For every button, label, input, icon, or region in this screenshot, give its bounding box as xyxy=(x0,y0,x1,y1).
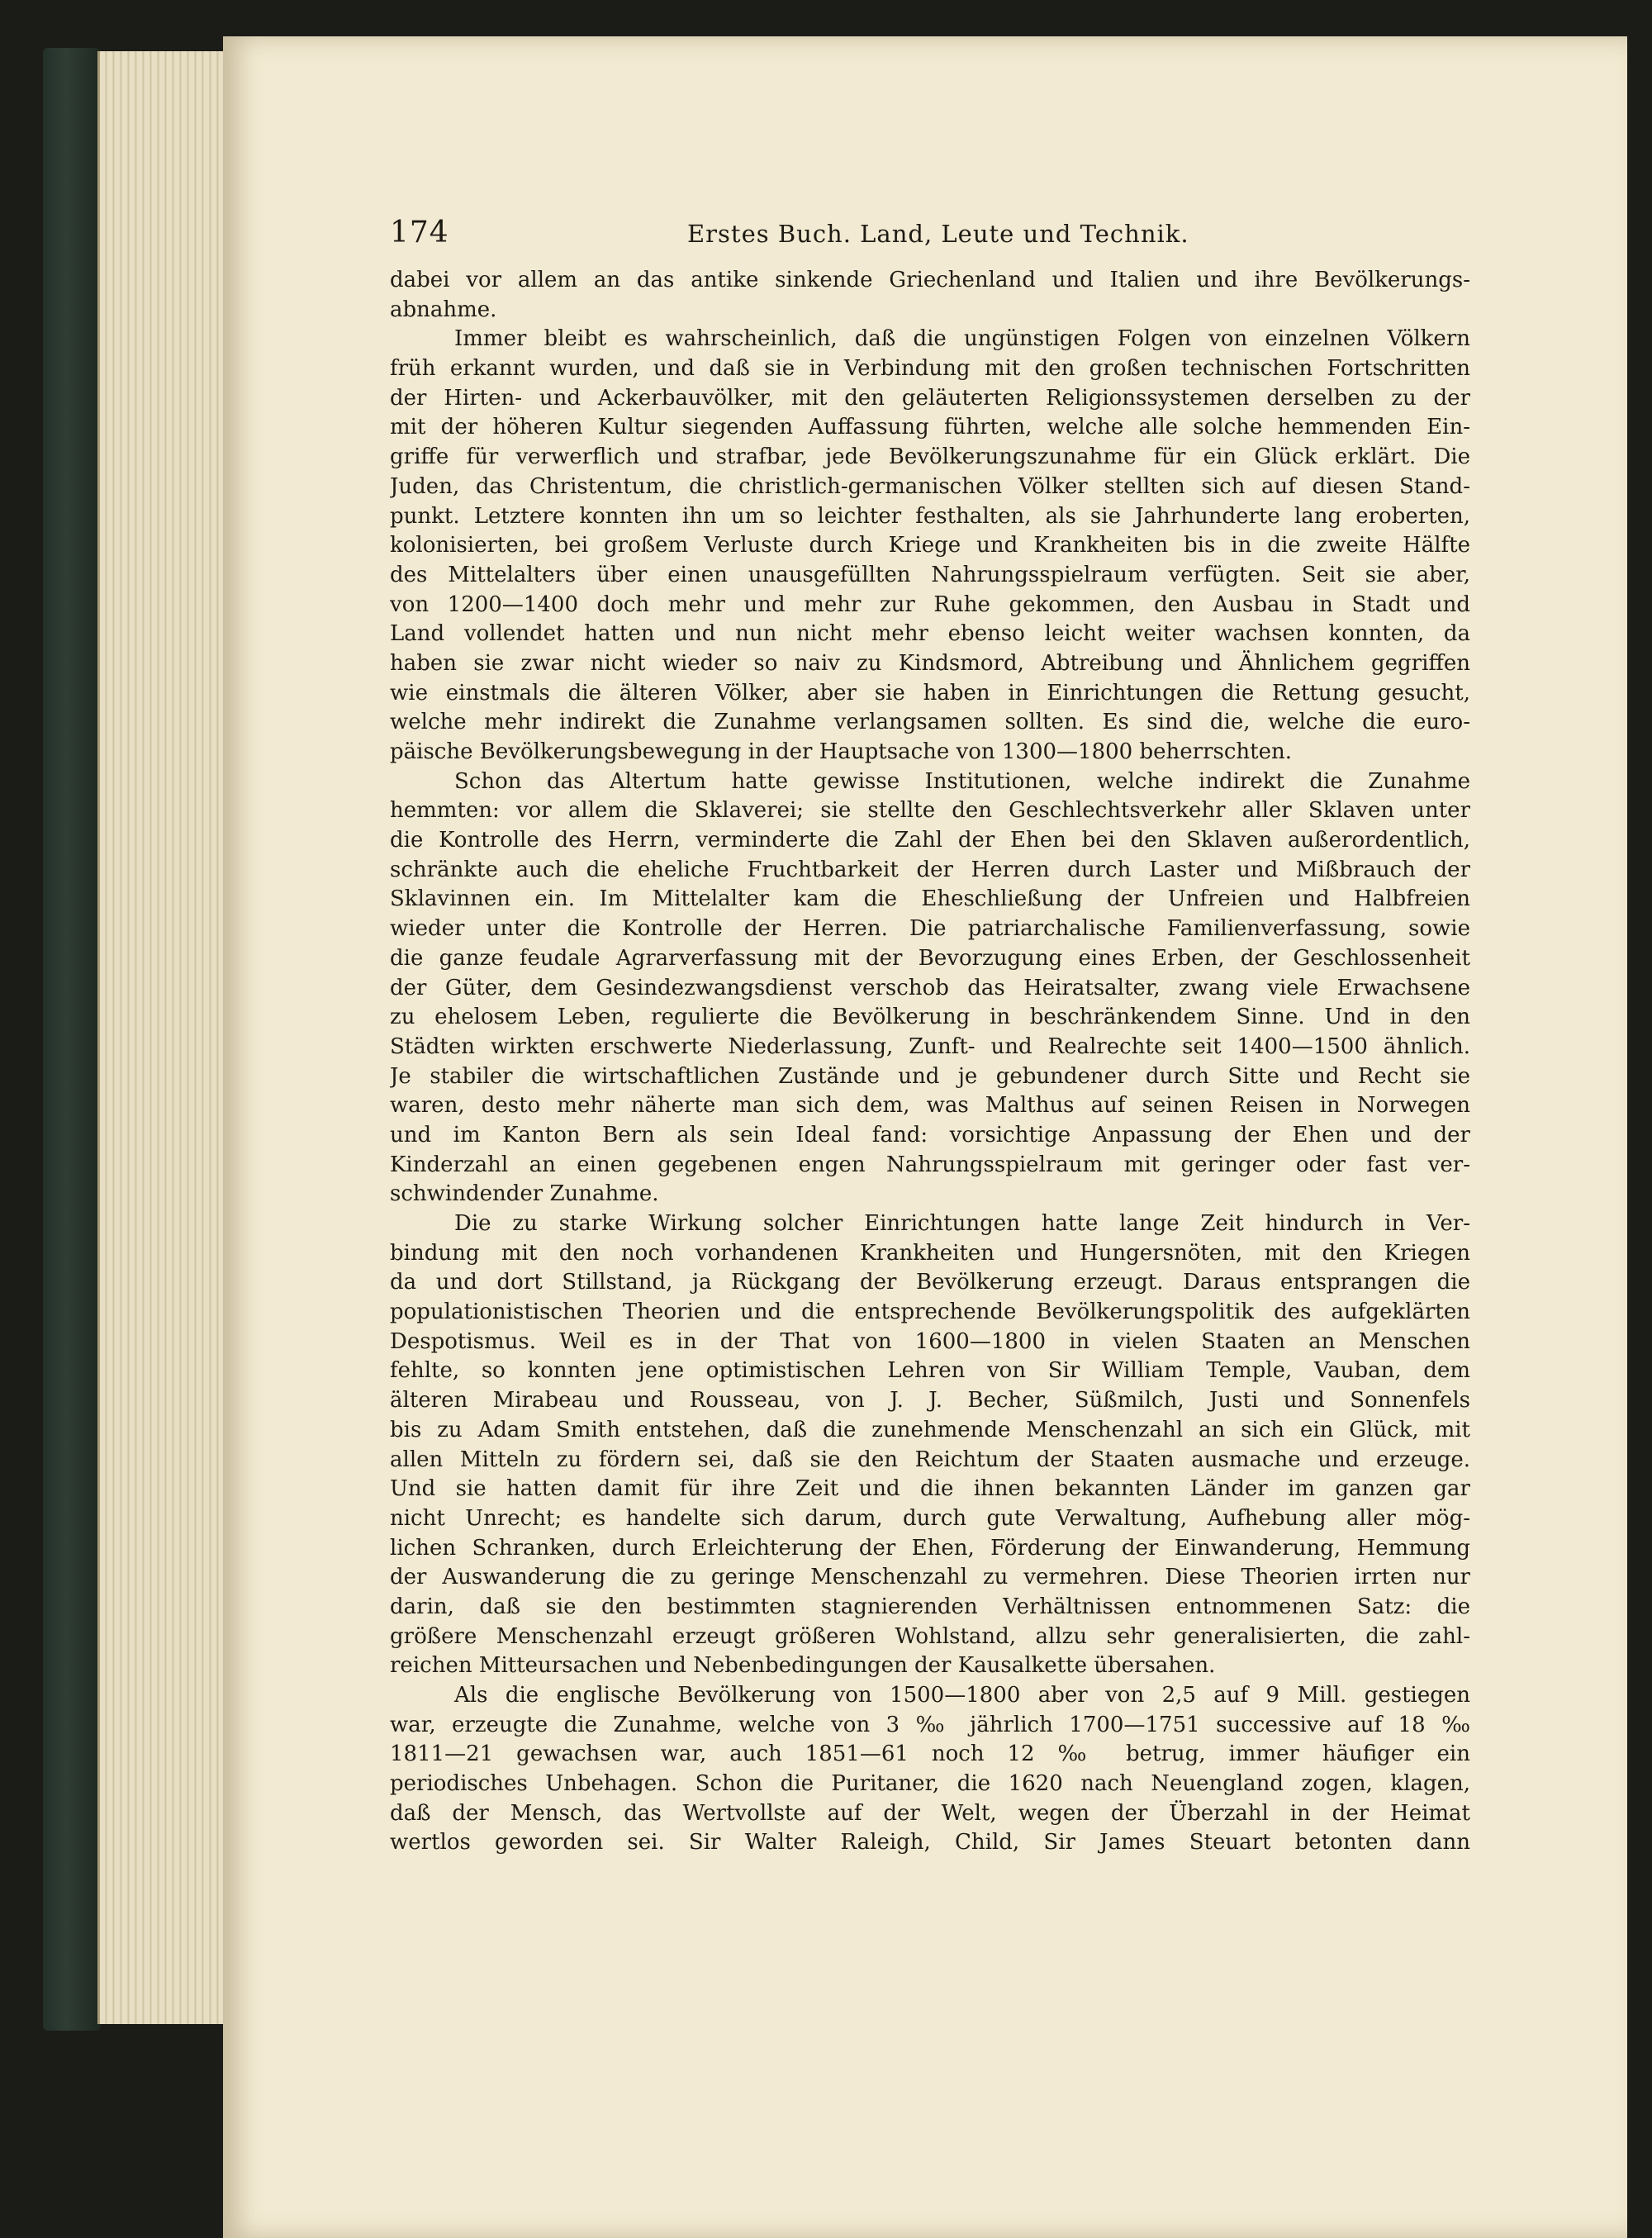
page-number: 174 xyxy=(390,216,449,249)
text-line: 1811—21 gewachsen war, auch 1851—61 noch 12 ‰ betrug, immer häufiger ein xyxy=(390,1741,1470,1767)
text-line: die ganze feudale Agrarverfassung mit der Bevorzugung eines Erben, der Geschlossenheit xyxy=(390,945,1470,971)
text-line: Land vollendet hatten und nun nicht mehr ebenso leicht weiter wachsen konnten, da xyxy=(390,621,1470,647)
text-line: der Hirten- und Ackerbauvölker, mit den geläuterten Religionssystemen derselben zu der xyxy=(390,385,1470,411)
text-line: populationistischen Theorien und die entsprechende Bevölkerungspolitik des aufgeklärten xyxy=(390,1300,1470,1325)
text-line: mit der höheren Kultur siegenden Auffassung führten, welche alle solche hemmenden Ein- xyxy=(390,415,1470,440)
text-line: punkt. Letztere konnten ihn um so leichter festhalten, als sie Jahrhunderte lang eroberten, xyxy=(390,503,1470,529)
text-line: daß der Mensch, das Wertvollste auf der Welt, wegen der Überzahl in der Heimat xyxy=(390,1800,1470,1826)
text-line: nicht Unrecht; es handelte sich darum, durch gute Verwaltung, Aufhebung aller mög- xyxy=(390,1505,1470,1531)
text-line: größere Menschenzahl erzeugt größeren Wohlstand, allzu sehr generalisierten, die zahl- xyxy=(390,1623,1470,1649)
text-line: fehlte, so konnten jene optimistischen Lehren von Sir William Temple, Vauban, dem xyxy=(390,1358,1470,1384)
text-line: lichen Schranken, durch Erleichterung der Ehen, Förderung der Einwanderung, Hemmung xyxy=(390,1535,1470,1561)
running-head: Erstes Buch. Land, Leute und Technik. xyxy=(687,220,1189,248)
book-cover-edge xyxy=(43,48,101,2031)
text-line: und im Kanton Bern als sein Ideal fand: vorsichtige Anpassung der Ehen und der xyxy=(390,1122,1470,1148)
text-line: kolonisierten, bei großem Verluste durch Kriege und Krankheiten bis in die zweite Hälfte xyxy=(390,533,1470,558)
text-line: allen Mitteln zu fördern sei, daß sie den Reichtum der Staaten ausmache und erzeuge. xyxy=(390,1447,1470,1472)
text-line: der Güter, dem Gesindezwangsdienst verschob das Heiratsalter, zwang viele Erwachsene xyxy=(390,975,1470,1000)
text-line: war, erzeugte die Zunahme, welche von 3 ‰ jährlich 1700—1751 successive auf 18 ‰ xyxy=(390,1712,1470,1737)
text-line: schränkte auch die eheliche Fruchtbarkeit der Herren durch Laster und Mißbrauch der xyxy=(390,857,1470,882)
text-line: Juden, das Christentum, die christlich-germanischen Völker stellten sich auf diesen Stand- xyxy=(390,473,1470,499)
text-line: die Kontrolle des Herrn, verminderte die Zahl der Ehen bei den Sklaven außerordentlich, xyxy=(390,828,1470,853)
text-line: bis zu Adam Smith entstehen, daß die zunehmende Menschenzahl an sich ein Glück, mit xyxy=(390,1417,1470,1442)
text-line: reichen Mitteursachen und Nebenbedingungen der Kausalkette übersahen. xyxy=(390,1653,1216,1679)
text-line: bindung mit den noch vorhandenen Krankheiten und Hungersnöten, mit den Kriegen xyxy=(390,1240,1470,1266)
body-text xyxy=(390,266,1470,1858)
text-line: wie einstmals die älteren Völker, aber sie haben in Einrichtungen die Rettung gesucht, xyxy=(390,680,1470,706)
text-line: schwindender Zunahme. xyxy=(390,1181,659,1207)
text-line: früh erkannt wurden, und daß sie in Verbindung mit den großen technischen Fortschritten xyxy=(390,356,1470,382)
text-line: abnahme. xyxy=(390,297,497,322)
text-line: Je stabiler die wirtschaftlichen Zustände und je gebundener durch Sitte und Recht sie xyxy=(390,1063,1470,1089)
text-line: päische Bevölkerungsbewegung in der Hauptsache von 1300—1800 beherrschten. xyxy=(390,739,1292,764)
page-stack-edge xyxy=(97,51,232,2024)
page-header xyxy=(390,216,1470,249)
text-line: Despotismus. Weil es in der That von 1600—1800 in vielen Staaten an Menschen xyxy=(390,1328,1470,1354)
text-line: Sklavinnen ein. Im Mittelalter kam die Eheschließung der Unfreien und Halbfreien xyxy=(390,886,1470,912)
text-line: welche mehr indirekt die Zunahme verlangsamen sollten. Es sind die, welche die euro- xyxy=(390,710,1470,735)
text-line: Und sie hatten damit für ihre Zeit und die ihnen bekannten Länder im ganzen gar xyxy=(390,1476,1470,1502)
text-line: haben sie zwar nicht wieder so naiv zu Kindsmord, Abtreibung und Ähnlichem gegriffen xyxy=(390,650,1470,676)
text-line: periodisches Unbehagen. Schon die Puritaner, die 1620 nach Neuengland zogen, klagen, xyxy=(390,1771,1470,1797)
text-line: hemmten: vor allem die Sklaverei; sie stellte den Geschlechtsverkehr aller Sklaven unter xyxy=(390,798,1470,824)
text-line: darin, daß sie den bestimmten stagnierenden Verhältnissen entnommenen Satz: die xyxy=(390,1594,1470,1619)
text-line: wieder unter die Kontrolle der Herren. Die patriarchalische Familienverfassung, sowie xyxy=(390,916,1470,942)
text-line: älteren Mirabeau und Rousseau, von J. J. Becher, Süßmilch, Justi und Sonnenfels xyxy=(390,1388,1470,1414)
text-line: waren, desto mehr näherte man sich dem, was Malthus auf seinen Reisen in Norwegen xyxy=(390,1093,1470,1119)
text-line: Städten wirkten erschwerte Niederlassung, Zunft- und Realrechte seit 1400—1500 ähnlich. xyxy=(390,1033,1470,1059)
text-line: von 1200—1400 doch mehr und mehr zur Ruhe gekommen, den Ausbau in Stadt und xyxy=(390,592,1470,617)
text-line: dabei vor allem an das antike sinkende Griechenland und Italien und ihre Bevölkerungs- xyxy=(390,268,1470,292)
text-line: Die zu starke Wirkung solcher Einrichtungen hatte lange Zeit hindurch in Ver- xyxy=(454,1211,1470,1236)
text-line: wertlos geworden sei. Sir Walter Raleigh, Child, Sir James Steuart betonten dann xyxy=(390,1830,1470,1855)
text-line: Immer bleibt es wahrscheinlich, daß die ungünstigen Folgen von einzelnen Völkern xyxy=(454,326,1470,352)
text-line: Schon das Altertum hatte gewisse Institutionen, welche indirekt die Zunahme xyxy=(454,768,1470,794)
text-line: zu ehelosem Leben, regulierte die Bevölkerung in beschränkendem Sinne. Und in den xyxy=(390,1005,1470,1030)
text-line: der Auswanderung die zu geringe Menschenzahl zu vermehren. Diese Theorien irrten nur xyxy=(390,1565,1470,1590)
text-line: da und dort Stillstand, ja Rückgang der Bevölkerung erzeugt. Daraus entsprangen die xyxy=(390,1270,1470,1295)
text-line: Als die englische Bevölkerung von 1500—1800 aber von 2,5 auf 9 Mill. gestiegen xyxy=(454,1683,1470,1708)
text-line: des Mittelalters über einen unausgefüllten Nahrungsspielraum verfügten. Seit sie aber, xyxy=(390,562,1470,587)
text-line: griffe für verwerflich und strafbar, jede Bevölkerungszunahme für ein Glück erklärt. Die xyxy=(390,444,1470,470)
text-line: Kinderzahl an einen gegebenen engen Nahrungsspielraum mit geringer oder fast ver- xyxy=(390,1152,1470,1177)
